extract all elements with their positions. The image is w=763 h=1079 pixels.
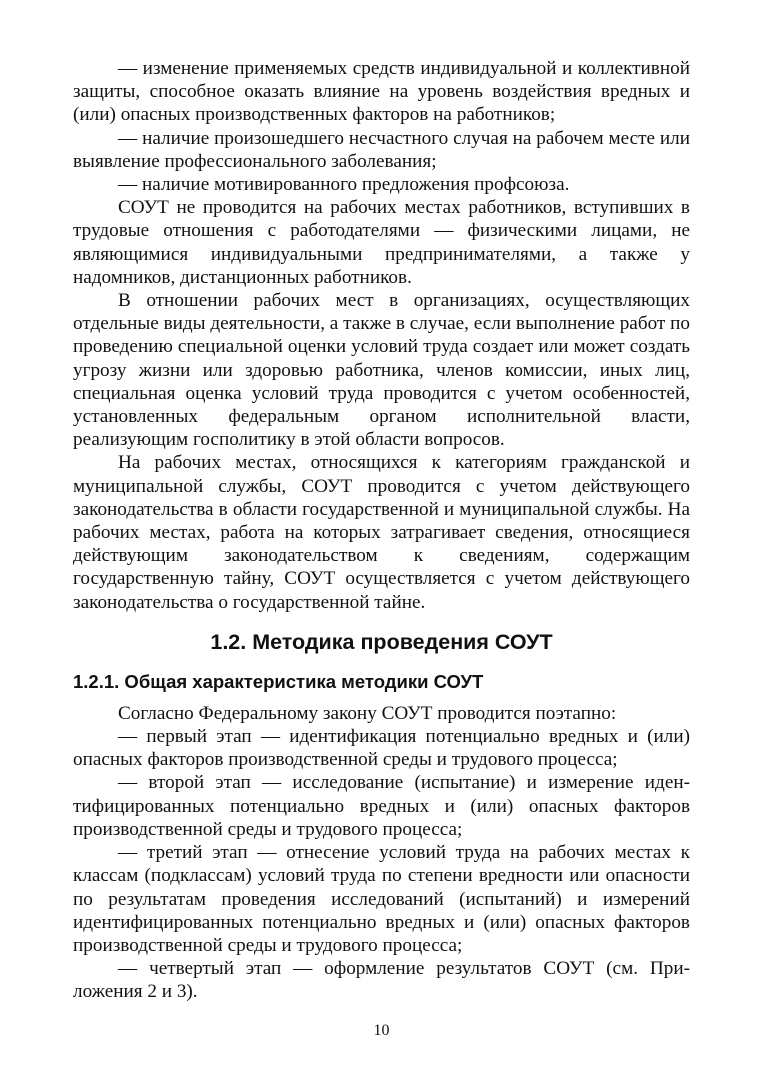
paragraph-stage-3: — третий этап — отнесение условий труда на рабочих местах к классам (подклассам) условий труда по степени вредности или опасности по результатам проведения исследований (испытаний) и измерений идентифицированных потенциально вредных и (или) опасных факторов производственной среды и трудового процесса; [73,842,690,956]
page-number: 10 [373,1022,390,1039]
body-text-bottom [73,702,690,1004]
paragraph-stage-1: — первый этап — идентификация потенциально вредных и (или) опасных факторов производственной среды и трудового процесса; [73,726,690,771]
paragraph-stages-intro: Согласно Федеральному закону СОУТ проводится поэтапно: [118,702,617,724]
paragraph-ppe-change: — изменение применяемых средств индивидуальной и коллективной защиты, способное оказать влияние на уровень воздействия вредных и (или) опасных производственных факторов на работников; [73,58,690,126]
section-heading: 1.2. Методика проведения СОУТ [210,629,553,654]
subsection-heading: 1.2.1. Общая характеристика методики СОУТ [73,670,484,692]
paragraph-union-proposal: — наличие мотивированного предложения профсоюза. [118,174,570,196]
paragraph-accident: — наличие произошедшего несчастного случая на рабочем месте или выявление профессионального заболевания; [73,127,690,172]
paragraph-stage-2: — второй этап — исследование (испытание) и измерение идентифицированных потенциально вредных и (или) опасных факторов производственной среды и трудового процесса; [73,772,690,840]
paragraph-special-activities: В отношении рабочих мест в организациях, осуществляющих отдельные виды деятельности, а также в случае, если выполнение работ по проведению специальной оценки условий труда создает или может создать угрозу жизни или здоровью работника, членов комиссии, иных лиц, специальная оценка условий труда проводится с учетом особенностей, установленных федеральным органом исполнительной власти, реализующим госполитику в этой области вопросов. [73,290,690,451]
paragraph-civil-service: На рабочих местах, относящихся к категориям гражданской и муниципальной службы, СОУТ проводится с учетом действующего законодательства в области государственной и муниципальной службы. На рабочих местах, работа на которых затрагивает сведения, относящиеся действующим законодательством к сведениям, содержащим государственную тайну, СОУТ осуществляется с учетом действующего законодательства о государственной тайне. [73,452,690,613]
paragraph-stage-4: — четвертый этап — оформление результатов СОУТ (см. Приложения 2 и 3). [73,958,690,1003]
paragraph-exemptions: СОУТ не проводится на рабочих местах работников, вступивших в трудовые отношения с работодателями — физическими лицами, не являющимися индивидуальными предпринимателями, а также у надомников, дистанционных работников. [73,197,690,288]
body-text-top [73,57,690,614]
